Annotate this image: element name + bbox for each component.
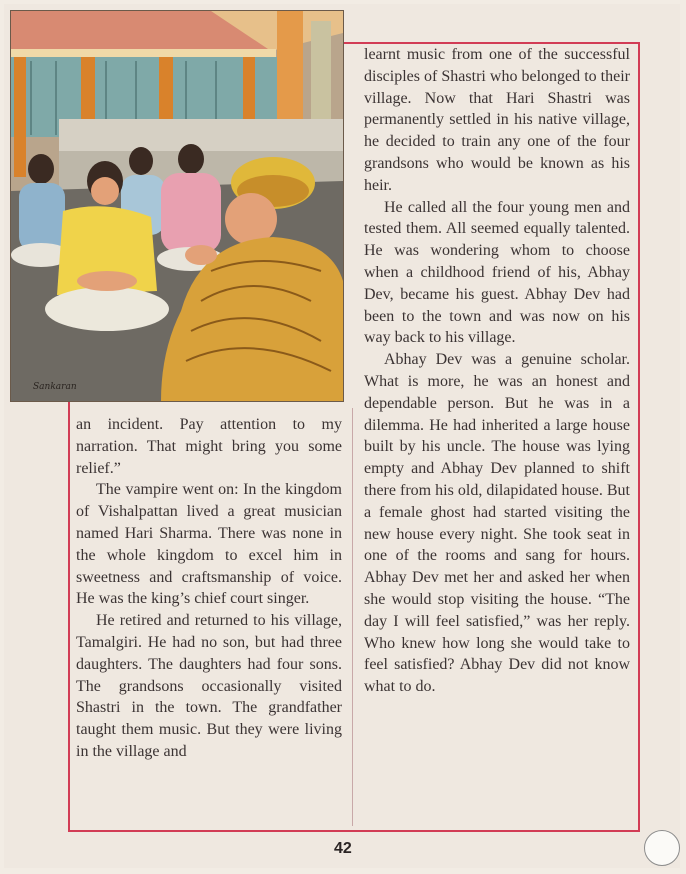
left-column-text — [76, 414, 342, 763]
publisher-logo-icon — [644, 830, 680, 866]
comic-page — [4, 4, 680, 868]
story-illustration — [10, 10, 344, 402]
left-paragraph-2: The vampire went on: In the kingdom of Vishalpattan lived a great musician named Hari Sharma. There was none in the whole kingdom to excel him in sweetness and craftsmanship of voice. He was the king’s chief court singer. — [76, 481, 342, 608]
pillar-shape — [14, 57, 26, 177]
left-paragraph-1: an incident. Pay attention to my narration. That might bring you some relief.” — [76, 416, 342, 477]
frame-right-line — [638, 42, 640, 832]
right-paragraph-1: learnt music from one of the successful disciples of Shastri who belonged to their village. Now that Hari Shastri was permanently settled in his native village, he decided to train any one of the four grandsons who would be known as his heir. — [364, 46, 630, 194]
page-number: 42 — [334, 840, 352, 857]
column-divider-line — [352, 408, 353, 826]
illustration-artwork — [11, 11, 343, 401]
right-column-text — [364, 44, 630, 698]
right-paragraph-2: He called all the four young men and tested them. All seemed equally talented. He was wondering whom to choose when a childhood friend of his, Abhay Dev, became his guest. Abhay Dev had been to the town and was now on his way back to his village. — [364, 198, 630, 347]
left-paragraph-3: He retired and returned to his village, Tamalgiri. He had no son, but had three daughters. The daughters had four sons. The grandsons occasionally visited Shastri in the town. The grandfather taught them music. But they were living in the village and — [76, 612, 342, 760]
frame-bottom-line — [68, 830, 640, 832]
right-paragraph-3: Abhay Dev was a genuine scholar. What is more, he was an honest and dependable person. But he was in a dilemma. He had inherited a large house built by his uncle. The house was lying empty and Abhay Dev planned to shift there from his old, dilapidated house. But a female ghost had started visiting the new house every night. She took seat in one of the rooms and sang for hours. Abhay Dev met her and asked her when she would stop visiting the house. “The day I will feel satisfied,” was her reply. Who knew how long she would take to feel satisfied? Abhay Dev did not know what to do. — [364, 351, 630, 696]
artist-signature: Sankaran — [33, 382, 77, 392]
frame-left-line — [68, 400, 70, 832]
